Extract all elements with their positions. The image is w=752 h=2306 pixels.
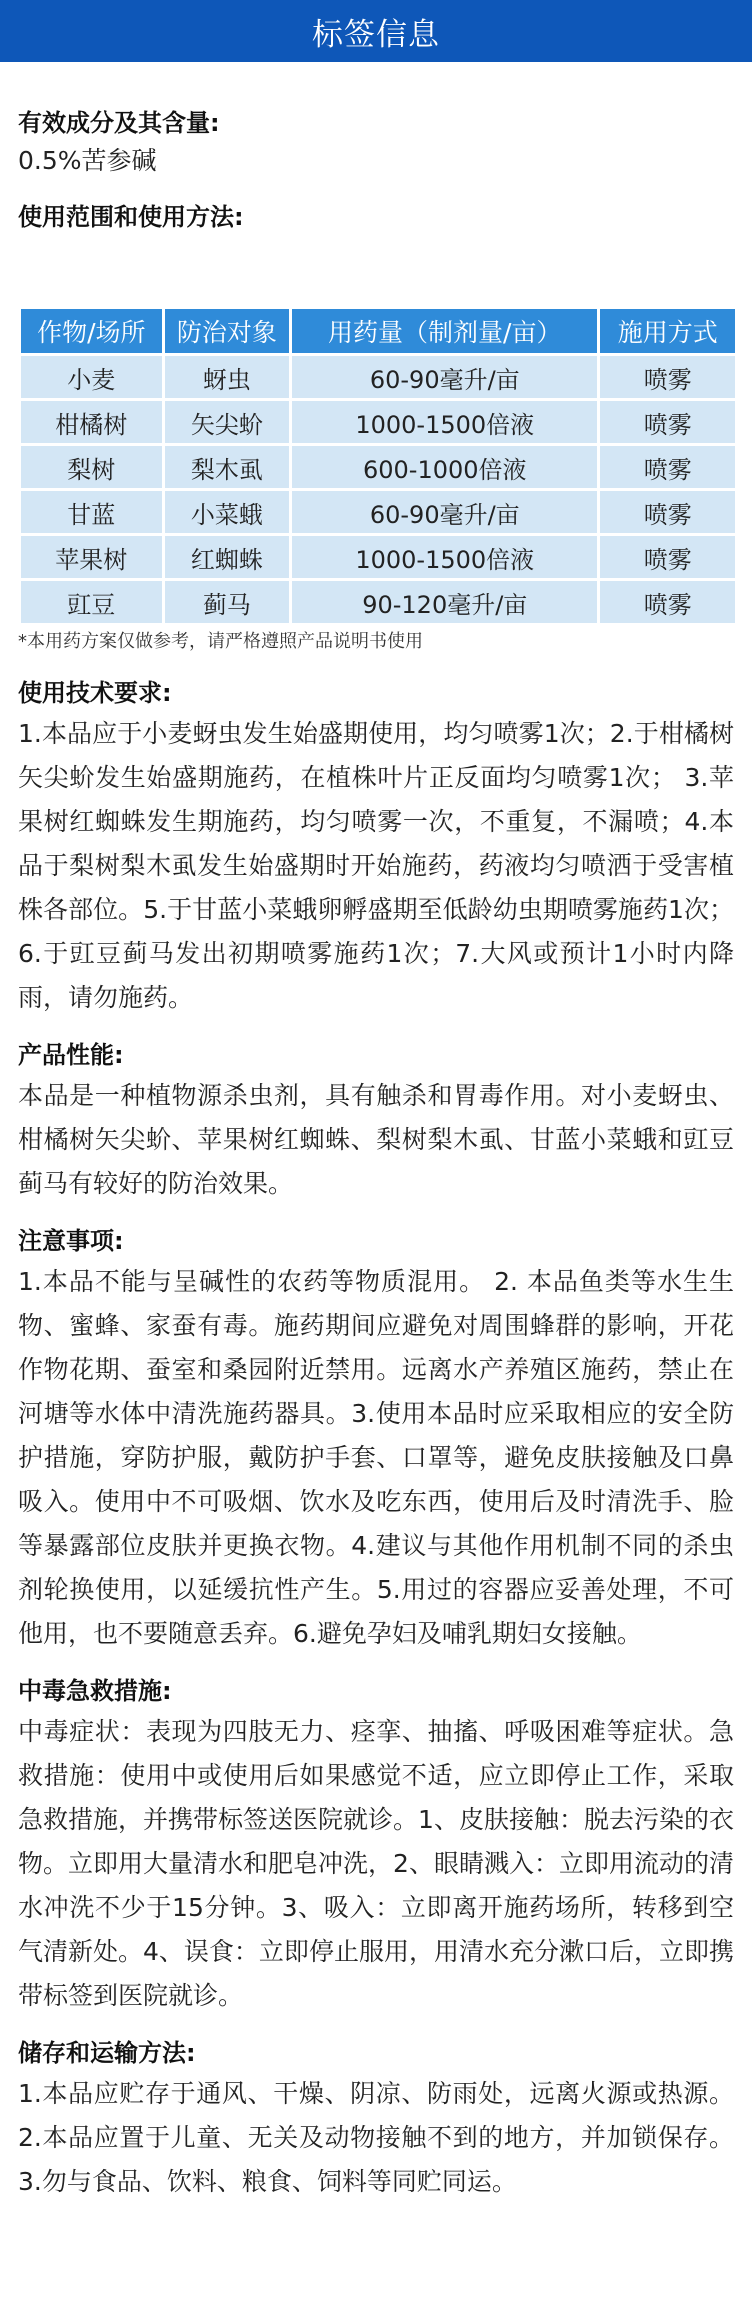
cell-method: 喷雾 (600, 491, 735, 533)
table-row (21, 401, 735, 443)
page-title: 标签信息 (312, 16, 440, 53)
precautions-text: 1.本品不能与呈碱性的农药等物质混用。 2. 本品鱼类等水生生物、蜜蜂、家蚕有毒。施药期间应避免对周围蜂群的影响，开花作物花期、蚕室和桑园附近禁用。远离水产养殖区施药，禁止在河塘等水体中清洗施药器具。3.使用本品时应采取相应的安全防护措施，穿防护服，戴防护手套、口罩等，避免皮肤接触及口鼻吸入。使用中不可吸烟、饮水及吃东西，使用后及时清洗手、脸等暴露部位皮肤并更换衣物。4.建议与其他作用机制不同的杀虫剂轮换使用，以延缓抗性产生。5.用过的容器应妥善处理，不可他用，也不要随意丢弃。6.避免孕妇及哺乳期妇女接触。 (18, 1267, 734, 1648)
header-target: 防治对象 (165, 309, 290, 353)
cell-target: 矢尖蚧 (165, 401, 290, 443)
cell-method: 喷雾 (600, 446, 735, 488)
cell-target: 红蜘蛛 (165, 536, 290, 578)
storage-text: 1.本品应贮存于通风、干燥、阴凉、防雨处，远离火源或热源。2.本品应置于儿童、无关及动物接触不到的地方，并加锁保存。3.勿与食品、饮料、粮食、饲料等同贮同运。 (18, 2079, 734, 2196)
cell-dosage: 1000-1500倍液 (292, 401, 597, 443)
cell-target: 蚜虫 (165, 356, 290, 398)
table-row (21, 446, 735, 488)
firstaid-text: 中毒症状：表现为四肢无力、痉挛、抽搐、呼吸困难等症状。急救措施：使用中或使用后如果感觉不适，应立即停止工作，采取急救措施，并携带标签送医院就诊。1、皮肤接触：脱去污染的衣物。立即用大量清水和肥皂冲洗，2、眼睛溅入：立即用流动的清水冲洗不少于15分钟。3、吸入：立即离开施药场所，转移到空气清新处。4、误食：立即停止服用，用清水充分漱口后，立即携带标签到医院就诊。 (18, 1717, 734, 2010)
header-method: 施用方式 (600, 309, 735, 353)
cell-crop: 豇豆 (21, 581, 162, 623)
cell-target: 蓟马 (165, 581, 290, 623)
label-content (0, 62, 752, 2204)
firstaid-title: 中毒急救措施: (18, 1677, 172, 1705)
dosage-table (18, 306, 738, 626)
table-row (21, 536, 735, 578)
header-dosage: 用药量（制剂量/亩） (292, 309, 597, 353)
cell-crop: 苹果树 (21, 536, 162, 578)
ingredient-title: 有效成分及其含量: (18, 109, 220, 137)
cell-method: 喷雾 (600, 356, 735, 398)
cell-crop: 小麦 (21, 356, 162, 398)
table-note: *本用药方案仅做参考，请严格遵照产品说明书使用 (18, 631, 423, 652)
cell-dosage: 90-120毫升/亩 (292, 581, 597, 623)
cell-method: 喷雾 (600, 401, 735, 443)
performance-text: 本品是一种植物源杀虫剂，具有触杀和胃毒作用。对小麦蚜虫、柑橘树矢尖蚧、苹果树红蜘蛛、梨树梨木虱、甘蓝小菜蛾和豇豆蓟马有较好的防治效果。 (18, 1081, 734, 1198)
cell-dosage: 60-90毫升/亩 (292, 491, 597, 533)
cell-dosage: 1000-1500倍液 (292, 536, 597, 578)
technique-text: 1.本品应于小麦蚜虫发生始盛期使用，均匀喷雾1次；2.于柑橘树矢尖蚧发生始盛期施药，在植株叶片正反面均匀喷雾1次； 3.苹果树红蜘蛛发生期施药，均匀喷雾一次，不重复，不漏喷；4.本品于梨树梨木虱发生始盛期时开始施药，药液均匀喷洒于受害植株各部位。5.于甘蓝小菜蛾卵孵盛期至低龄幼虫期喷雾施药1次；6.于豇豆蓟马发出初期喷雾施药1次；7.大风或预计1小时内降雨，请勿施药。 (18, 719, 734, 1012)
cell-crop: 柑橘树 (21, 401, 162, 443)
cell-crop: 梨树 (21, 446, 162, 488)
cell-method: 喷雾 (600, 536, 735, 578)
performance-title: 产品性能: (18, 1041, 124, 1069)
table-row (21, 356, 735, 398)
cell-crop: 甘蓝 (21, 491, 162, 533)
cell-dosage: 600-1000倍液 (292, 446, 597, 488)
table-row (21, 491, 735, 533)
technique-title: 使用技术要求: (18, 679, 172, 707)
ingredient-value: 0.5%苦参碱 (18, 146, 157, 175)
cell-method: 喷雾 (600, 581, 735, 623)
precautions-title: 注意事项: (18, 1227, 124, 1255)
storage-title: 储存和运输方法: (18, 2039, 196, 2067)
header-crop: 作物/场所 (21, 309, 162, 353)
cell-dosage: 60-90毫升/亩 (292, 356, 597, 398)
cell-target: 小菜蛾 (165, 491, 290, 533)
page-header (0, 0, 752, 62)
usage-title: 使用范围和使用方法: (18, 203, 244, 231)
table-header-row (21, 309, 735, 353)
table-row (21, 581, 735, 623)
cell-target: 梨木虱 (165, 446, 290, 488)
